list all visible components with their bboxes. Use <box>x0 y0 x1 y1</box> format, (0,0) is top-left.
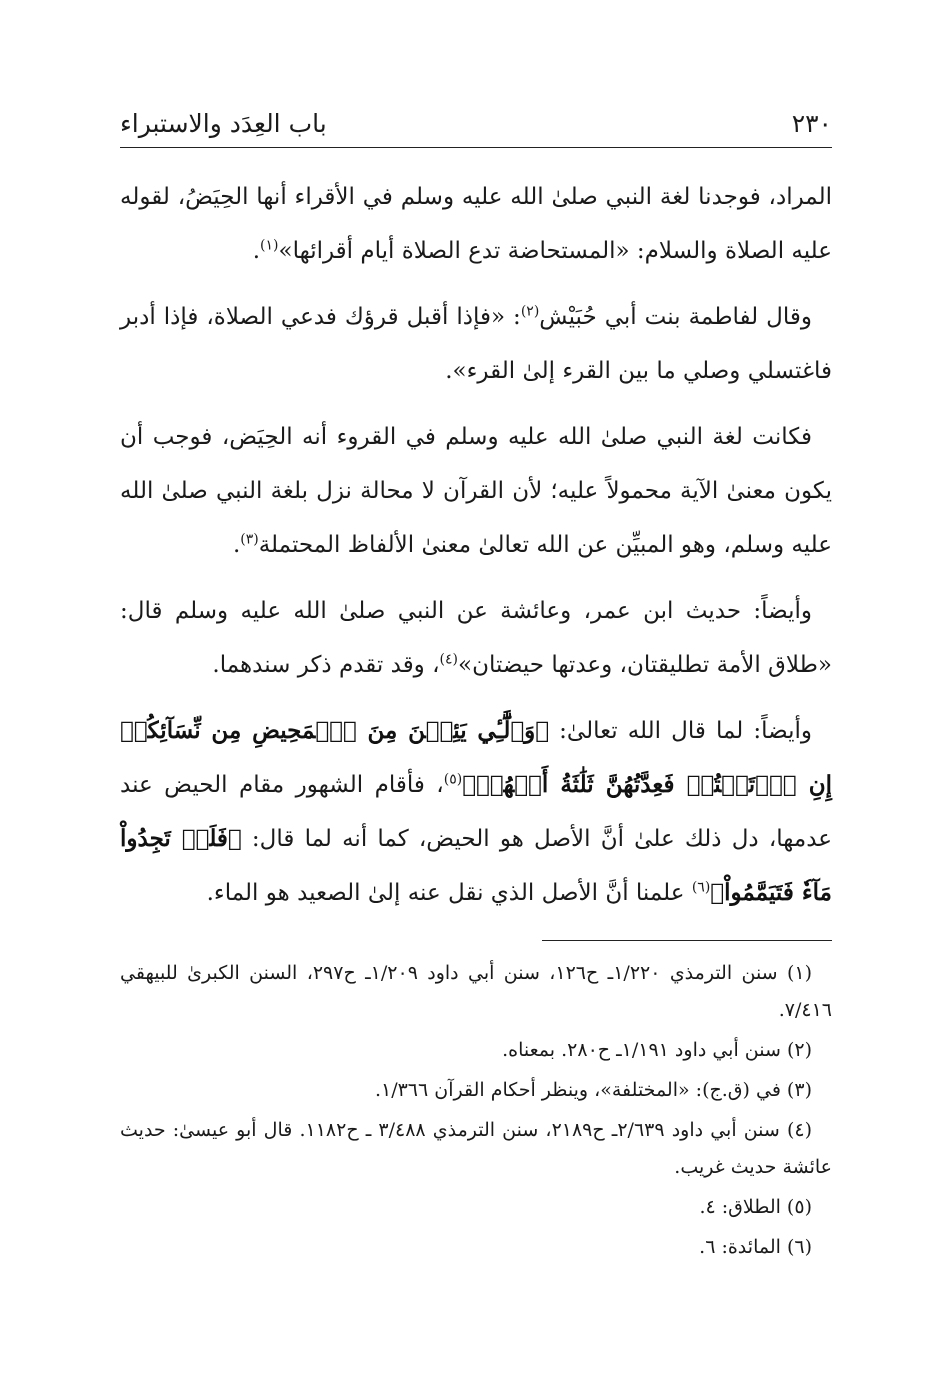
paragraph-1-text: المراد، فوجدنا لغة النبي صلىٰ الله عليه وسلم في الأقراء أنها الحِيَضُ، لقوله عليه الصلاة والسلام: «المستحاضة تدع الصلاة أيام أقرائها» <box>120 184 832 264</box>
footnote-ref-1[interactable]: (١) <box>260 237 279 254</box>
footnote-4: (٤) سنن أبي داود ٢/٦٣٩ـ ح٢١٨٩، سنن الترمذي ٣/٤٨٨ ـ ح١١٨٢. قال أبو عيسىٰ: حديث عائشة حديث غريب. <box>120 1119 832 1178</box>
page-header <box>120 95 832 148</box>
running-title: باب العِدَد والاستبراء <box>120 109 327 138</box>
paragraph-3-text: فكانت لغة النبي صلىٰ الله عليه وسلم في القروء أنه الحِيَض، فوجب أن يكون معنىٰ الآية محمولاً عليه؛ لأن القرآن لا محالة نزل بلغة النبي صلىٰ الله عليه وسلم، وهو المبيِّن عن الله تعالىٰ معنىٰ الألفاظ المحتملة <box>120 424 832 558</box>
paragraph-4 <box>120 584 832 692</box>
paragraph-1-end: . <box>252 238 261 264</box>
footnote-6: (٦) المائدة: ٦. <box>699 1236 812 1258</box>
paragraph-5-end: علمنا أنَّ الأصل الذي نقل عنه إلىٰ الصعيد هو الماء. <box>206 880 692 906</box>
footnote-separator <box>542 940 832 941</box>
paragraph-5-text: وأيضاً: لما قال الله تعالىٰ: <box>549 718 812 744</box>
paragraph-2 <box>120 290 832 398</box>
footnote-5: (٥) الطلاق: ٤. <box>699 1196 812 1218</box>
quran-verse-2: ﴿فَلَمۡ تَجِدُواْ مَآءٗ فَتَيَمَّمُواْ﴾ <box>120 825 832 906</box>
footnote-2: (٢) سنن أبي داود ١/١٩١ـ ح٢٨٠. بمعناه. <box>502 1039 812 1061</box>
paragraph-5 <box>120 704 832 920</box>
paragraph-4-text: وأيضاً: حديث ابن عمر، وعائشة عن النبي صلىٰ الله عليه وسلم قال: «طلاق الأمة تطليقتان، وعدتها حيضتان» <box>120 598 832 678</box>
footnote-ref-6[interactable]: (٦) <box>691 879 711 896</box>
main-text <box>120 170 832 920</box>
footnote-ref-4[interactable]: (٤) <box>439 651 458 668</box>
footnote-ref-5[interactable]: (٥) <box>443 771 463 788</box>
page-number: ٢٣٠ <box>791 109 832 138</box>
footnote-ref-3[interactable]: (٣) <box>240 531 259 548</box>
paragraph-1 <box>120 170 832 278</box>
footnote-ref-2[interactable]: (٢) <box>520 303 540 320</box>
paragraph-3 <box>120 410 832 572</box>
paragraph-5-middle: ، فأقام الشهور مقام الحيض عند عدمها، دل ذلك علىٰ أنَّ الأصل هو الحيض، كما أنه لما قال: <box>120 772 832 852</box>
footnote-1: (١) سنن الترمذي ١/٢٢٠ـ ح١٢٦، سنن أبي داود ١/٢٠٩ـ ح٢٩٧، السنن الكبرىٰ للبيهقي ٧/٤١٦. <box>120 962 832 1021</box>
paragraph-3-end: . <box>232 532 241 558</box>
document-page <box>120 95 832 1269</box>
paragraph-2-end: : «فإذا أقبل قرؤك فدعي الصلاة، فإذا أدبر فاغتسلي وصلي ما بين القرء إلىٰ القرء». <box>120 304 832 384</box>
footnotes <box>120 955 832 1266</box>
paragraph-2-text: وقال لفاطمة بنت أبي حُبَيْش <box>539 304 812 330</box>
paragraph-4-end: ، وقد تقدم ذكر سندهما. <box>212 652 440 678</box>
quran-verse-1: ﴿وَٱلَّٰٓـِٔي يَئِسۡنَ مِنَ ٱلۡمَحِيضِ مِن نِّسَآئِكُمۡ إِنِ ٱرۡتَبۡتُمۡ فَعِدَّتُهُنَّ ثَلَٰثَةُ أَشۡهُرٖ﴾ <box>120 717 832 798</box>
footnote-3: (٣) في (ق.ج): «المختلفة»، وينظر أحكام القرآن ١/٣٦٦. <box>374 1079 812 1101</box>
